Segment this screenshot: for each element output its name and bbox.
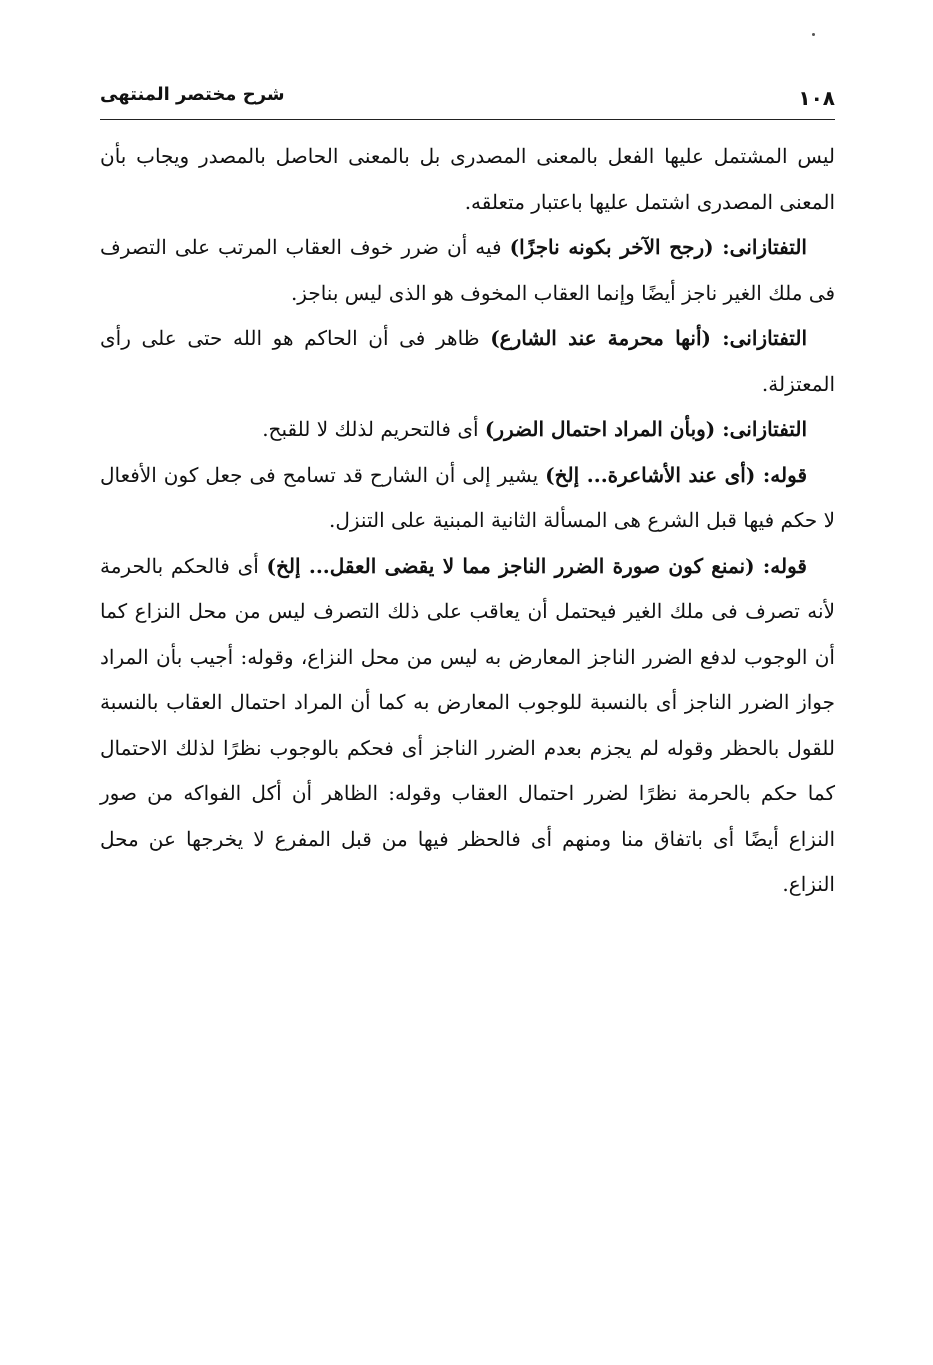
quoted-text: (رجح الآخر بكونه ناجزًا)	[509, 235, 714, 259]
commentary-text: ليس المشتمل عليها الفعل بالمعنى المصدرى بل بالمعنى الحاصل بالمصدر ويجاب بأن المعنى المصدرى اشتمل عليها باعتبار متعلقه.	[100, 144, 835, 214]
paragraph	[100, 316, 835, 407]
paragraph	[100, 544, 835, 908]
quoted-text: (أنها محرمة عند الشارع)	[490, 326, 711, 350]
quoted-text: (وبأن المراد احتمال الضرر)	[484, 417, 716, 441]
running-title: شرح مختصر المنتهى	[100, 84, 285, 105]
speaker-label: التفتازانى:	[711, 326, 807, 350]
paragraph	[100, 407, 835, 453]
commentary-text: ظاهر فى أن الحاكم هو الله حتى على رأى المعتزلة.	[100, 326, 835, 396]
commentary-text: أى فالحكم بالحرمة لأنه تصرف فى ملك الغير فيحتمل أن يعاقب على ذلك التصرف ليس من محل النزاع كما أن الوجوب لدفع الضرر الناجز المعارض به ليس من محل النزاع، وقوله: أجيب بأن المراد جواز الضرر الناجز أى بالنسبة للوجوب المعارض به كما أن المراد احتمال العقاب بالنسبة للقول بالحظر وقوله لم يجزم بعدم الضرر الناجز أى فحكم بالوجوب نظرًا لذلك الاحتمال كما حكم بالحرمة نظرًا لضرر احتمال العقاب وقوله: الظاهر أن أكل الفواكه من صور النزاع أيضًا أى باتفاق منا ومنهم أى فالحظر فيها من قبل المفرع لا يخرجها عن محل النزاع.	[100, 553, 836, 896]
paragraph	[100, 225, 835, 316]
quoted-text: (نمنع كون صورة الضرر الناجز مما لا يقضى العقل... إلخ)	[266, 553, 755, 578]
page-header	[100, 78, 835, 118]
header-rule	[100, 119, 835, 120]
commentary-text: فيه أن ضرر خوف العقاب المرتب على التصرف فى ملك الغير ناجز أيضًا وإنما العقاب المخوف هو الذى ليس بناجز.	[100, 235, 835, 305]
quoted-text: (أى عند الأشاعرة... إلخ)	[545, 462, 756, 487]
scan-speck	[812, 33, 815, 36]
page-number: ١٠٨	[798, 86, 835, 110]
body-text	[100, 134, 835, 908]
speaker-label: قوله:	[755, 462, 808, 487]
commentary-text: يشير إلى أن الشارح قد تسامح فى جعل كون الأفعال لا حكم فيها قبل الشرع هى المسألة الثانية المبنية على التنزل.	[100, 462, 835, 532]
paragraph	[100, 134, 835, 225]
speaker-label: التفتازانى:	[715, 417, 807, 441]
paragraph	[100, 453, 835, 544]
speaker-label: التفتازانى:	[713, 235, 807, 259]
commentary-text: أى فالتحريم لذلك لا للقبح.	[262, 417, 485, 441]
speaker-label: قوله:	[754, 553, 807, 578]
